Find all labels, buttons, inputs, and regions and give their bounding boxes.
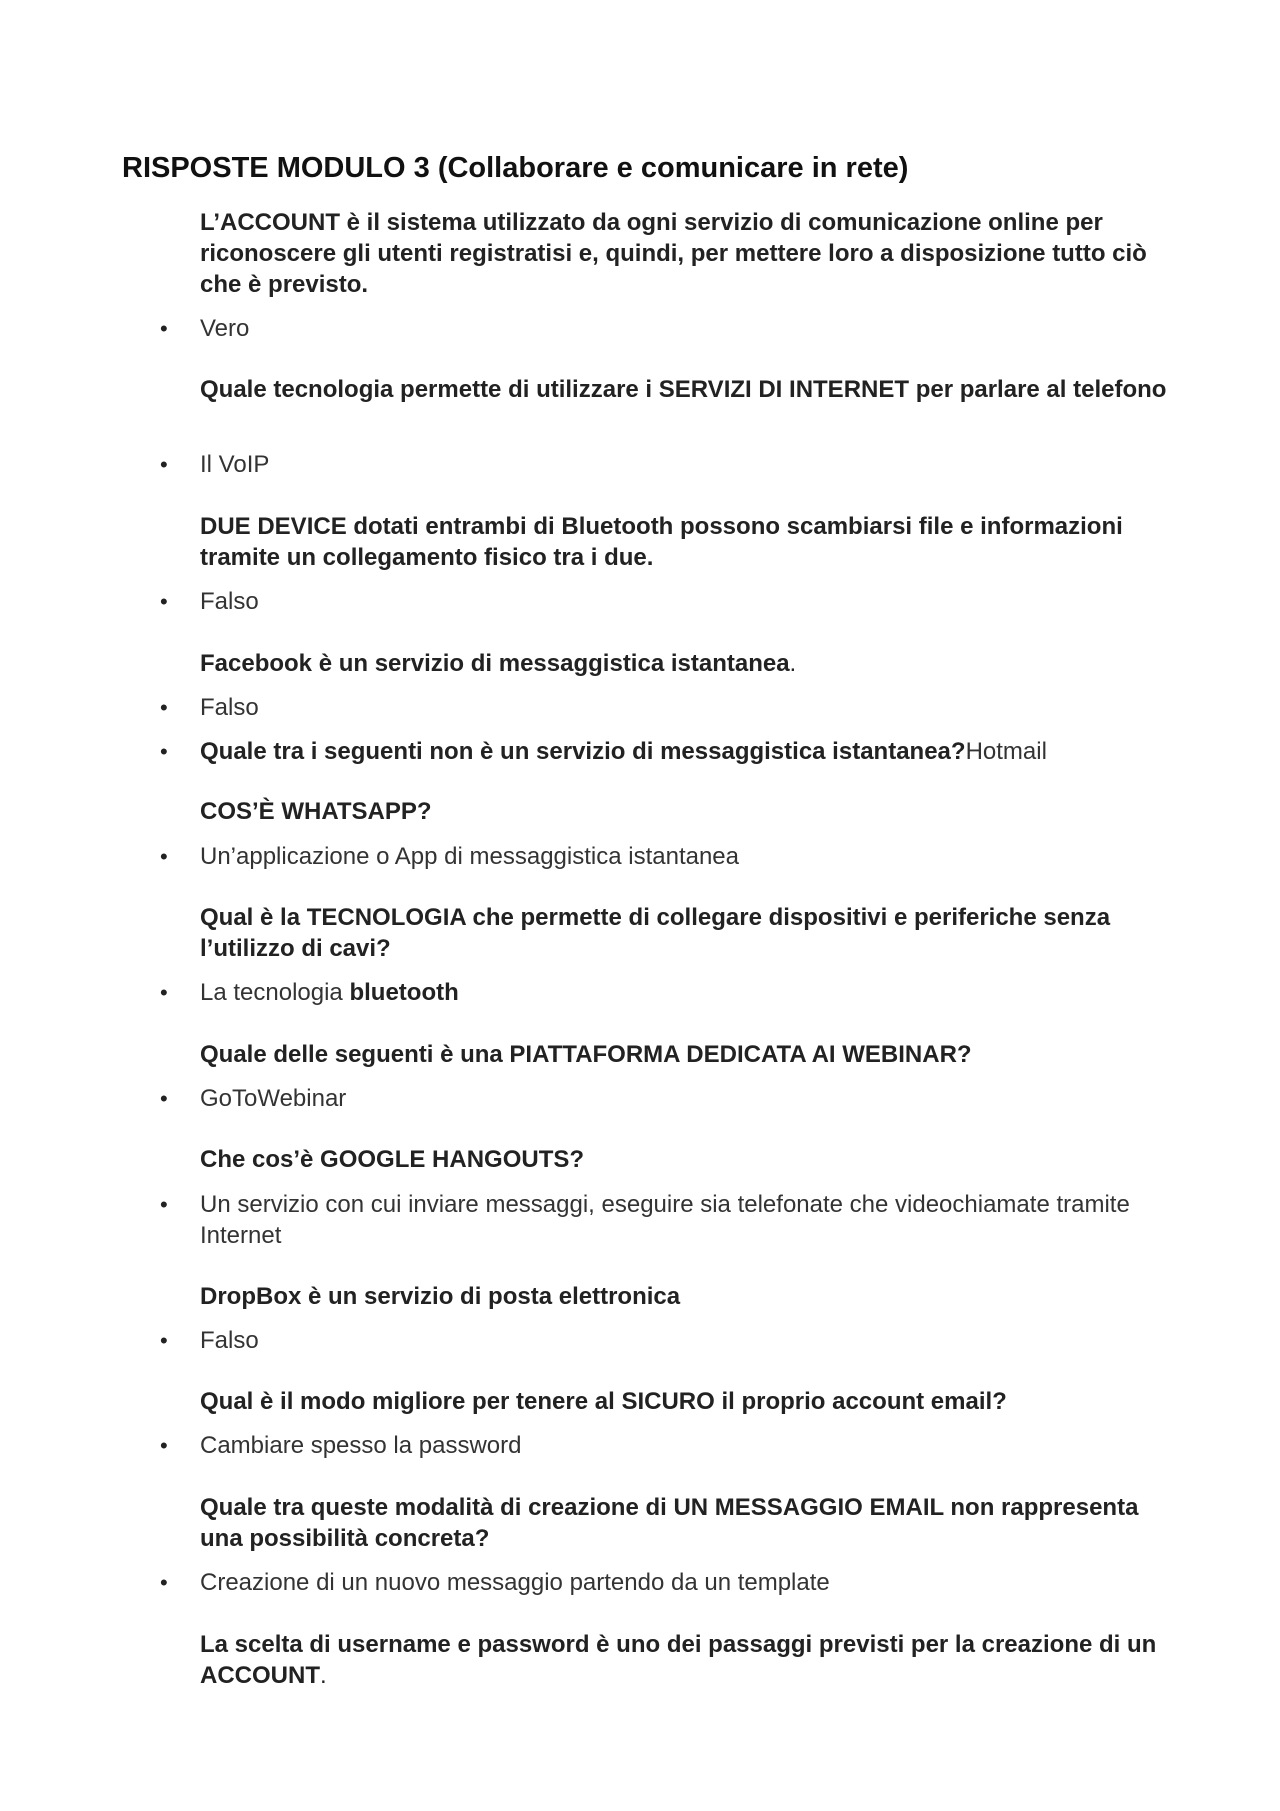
answer-2-text: Il VoIP — [200, 451, 270, 478]
answer-10 — [160, 1325, 1180, 1356]
question-5-text: Quale tra i seguenti non è un servizio di messaggistica istantanea? — [200, 738, 966, 765]
question-12: Quale tra queste modalità di creazione di UN MESSAGGIO EMAIL non rappresenta una possibilità concreta? — [200, 1494, 1139, 1552]
answer-9-text: Un servizio con cui inviare messaggi, eseguire sia telefonate che videochiamate tramite Internet — [200, 1191, 1130, 1249]
answer-10-text: Falso — [200, 1327, 259, 1354]
answer-8 — [160, 1083, 1180, 1114]
answer-11-text: Cambiare spesso la password — [200, 1432, 522, 1459]
answer-11 — [160, 1430, 1180, 1461]
answer-12 — [160, 1567, 1180, 1598]
answer-1-text: Vero — [200, 315, 250, 342]
bullet-icon: • — [160, 1086, 168, 1111]
answer-7 — [160, 977, 1180, 1008]
question-8: Quale delle seguenti è una PIATTAFORMA DEDICATA AI WEBINAR? — [200, 1041, 972, 1068]
question-11: Qual è il modo migliore per tenere al SICURO il proprio account email? — [200, 1388, 1007, 1415]
question-10: DropBox è un servizio di posta elettronica — [200, 1283, 681, 1310]
answer-1 — [160, 313, 1180, 344]
answer-2 — [160, 449, 1180, 480]
question-7: Qual è la TECNOLOGIA che permette di collegare dispositivi e periferiche senza l’utilizzo di cavi? — [200, 904, 1111, 962]
answer-9 — [160, 1189, 1180, 1251]
bullet-icon: • — [160, 1433, 168, 1458]
bullet-icon: • — [160, 1570, 168, 1595]
question-13 — [200, 1629, 1180, 1691]
answer-6 — [160, 841, 1180, 872]
question-3: DUE DEVICE dotati entrambi di Bluetooth possono scambiarsi file e informazioni tramite un collegamento fisico tra i due. — [200, 513, 1123, 571]
answer-4-text: Falso — [200, 694, 259, 721]
bullet-icon: • — [160, 695, 168, 720]
question-1: L’ACCOUNT è il sistema utilizzato da ogni servizio di comunicazione online per riconoscere gli utenti registratisi e, quindi, per mettere loro a disposizione tutto ciò che è previsto. — [200, 209, 1147, 298]
bullet-icon: • — [160, 844, 168, 869]
bullet-icon: • — [160, 316, 168, 341]
bullet-icon: • — [160, 1192, 168, 1217]
answer-8-text: GoToWebinar — [200, 1085, 347, 1112]
question-13-text: La scelta di username e password è uno dei passaggi previsti per la creazione di un ACCOUNT — [200, 1631, 1157, 1689]
question-13-suffix: . — [320, 1662, 327, 1689]
question-6: COS’È WHATSAPP? — [200, 798, 432, 825]
answer-5-text: Hotmail — [965, 738, 1047, 765]
question-2: Quale tecnologia permette di utilizzare i SERVIZI DI INTERNET per parlare al telefono — [200, 376, 1167, 403]
page-title: RISPOSTE MODULO 3 (Collaborare e comunicare in rete) — [122, 152, 909, 184]
bullet-icon: • — [160, 452, 168, 477]
question-4-suffix: . — [789, 650, 797, 677]
answer-12-text: Creazione di un nuovo messaggio partendo da un template — [200, 1569, 830, 1596]
answer-3 — [160, 586, 1180, 617]
question-4 — [200, 648, 1180, 679]
question-5 — [160, 736, 1180, 767]
answer-3-text: Falso — [200, 588, 259, 615]
bullet-icon: • — [160, 739, 168, 764]
answer-7-text: La tecnologia — [200, 979, 350, 1006]
answer-4 — [160, 692, 1180, 723]
question-4-text: Facebook è un servizio di messaggistica istantanea — [200, 650, 790, 677]
bullet-icon: • — [160, 589, 168, 614]
answer-7-bold: bluetooth — [349, 979, 459, 1006]
bullet-icon: • — [160, 1328, 168, 1353]
bullet-icon: • — [160, 980, 168, 1005]
question-9: Che cos’è GOOGLE HANGOUTS? — [200, 1146, 585, 1173]
answer-6-text: Un’applicazione o App di messaggistica istantanea — [200, 843, 740, 870]
